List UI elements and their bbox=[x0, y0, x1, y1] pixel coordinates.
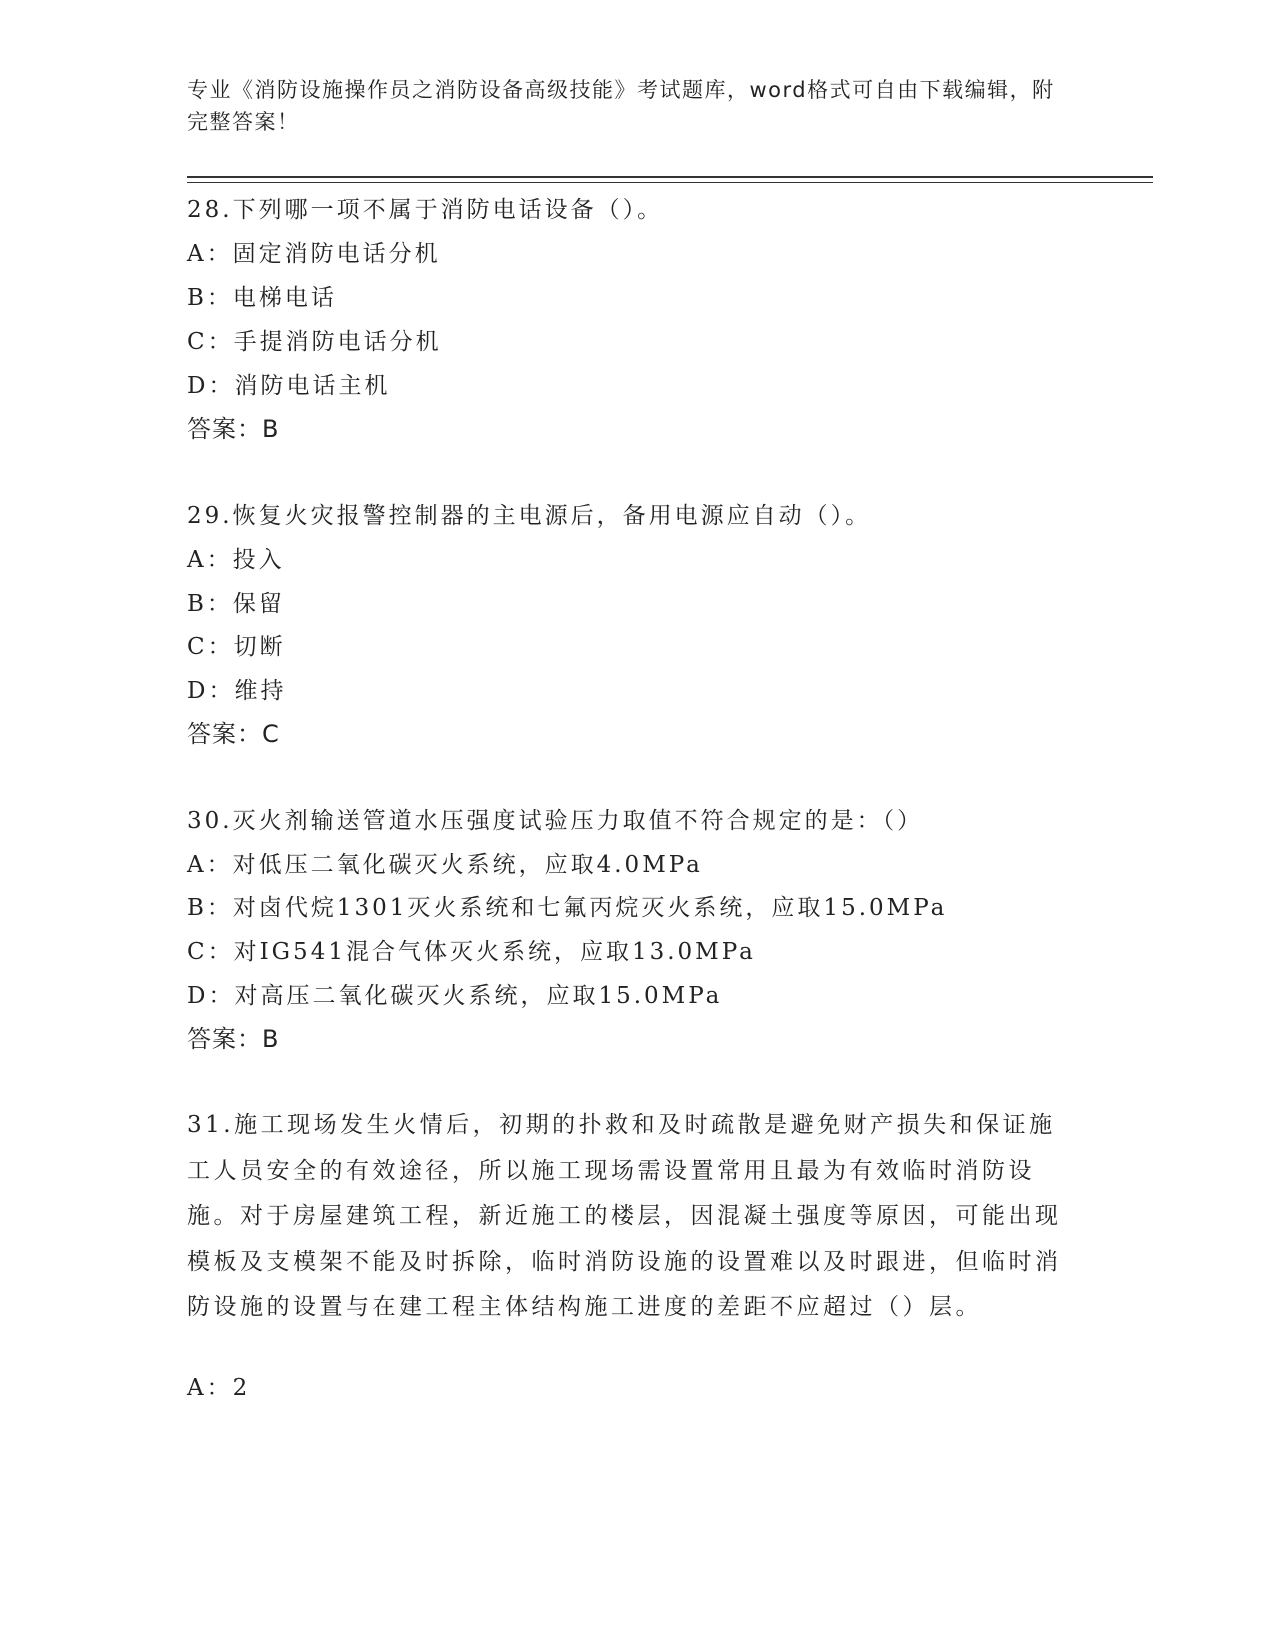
question-28-stem: 28.下列哪一项不属于消防电话设备（）。 bbox=[187, 197, 664, 223]
question-30-option-a: A：对低压二氧化碳灭火系统，应取4.0MPa bbox=[187, 852, 703, 878]
document-header: 专业《消防设施操作员之消防设备高级技能》考试题库，word格式可自由下载编辑，附完整答案！ bbox=[187, 78, 1055, 134]
question-29-option-d: D：维持 bbox=[187, 678, 287, 704]
question-30-stem: 30.灭火剂输送管道水压强度试验压力取值不符合规定的是：（） bbox=[187, 808, 924, 834]
question-30-option-c: C：对IG541混合气体灭火系统，应取13.0MPa bbox=[187, 939, 756, 965]
question-31-stem: 31.施工现场发生火情后，初期的扑救和及时疏散是避免财产损失和保证施工人员安全的有效途径，所以施工现场需设置常用且最为有效临时消防设施。对于房屋建筑工程，新近施工的楼层，因混凝土强度等原因，可能出现模板及支模架不能及时拆除，临时消防设施的设置难以及时跟进，但临时消防设施的设置与在建工程主体结构施工进度的差距不应超过（）层。 bbox=[187, 1112, 1062, 1320]
question-29-stem: 29.恢复火灾报警控制器的主电源后，备用电源应自动（）。 bbox=[187, 503, 872, 529]
question-28-option-d: D：消防电话主机 bbox=[187, 373, 391, 399]
question-31-option-a: A：2 bbox=[187, 1375, 251, 1401]
question-30-answer: 答案：B bbox=[187, 1025, 280, 1053]
question-29-option-c: C：切断 bbox=[187, 634, 286, 660]
question-28-answer: 答案：B bbox=[187, 415, 280, 443]
question-29-answer: 答案：C bbox=[187, 720, 280, 748]
question-28-option-c: C：手提消防电话分机 bbox=[187, 329, 442, 355]
question-30-option-b: B：对卤代烷1301灭火系统和七氟丙烷灭火系统，应取15.0MPa bbox=[187, 895, 948, 921]
question-30-option-d: D：对高压二氧化碳灭火系统，应取15.0MPa bbox=[187, 983, 723, 1009]
question-29-option-b: B：保留 bbox=[187, 591, 285, 617]
question-29-option-a: A：投入 bbox=[187, 547, 285, 573]
question-28-option-b: B：电梯电话 bbox=[187, 285, 337, 311]
header-divider-thick bbox=[187, 176, 1153, 178]
header-divider-thin bbox=[187, 182, 1153, 183]
question-28-option-a: A：固定消防电话分机 bbox=[187, 241, 441, 267]
